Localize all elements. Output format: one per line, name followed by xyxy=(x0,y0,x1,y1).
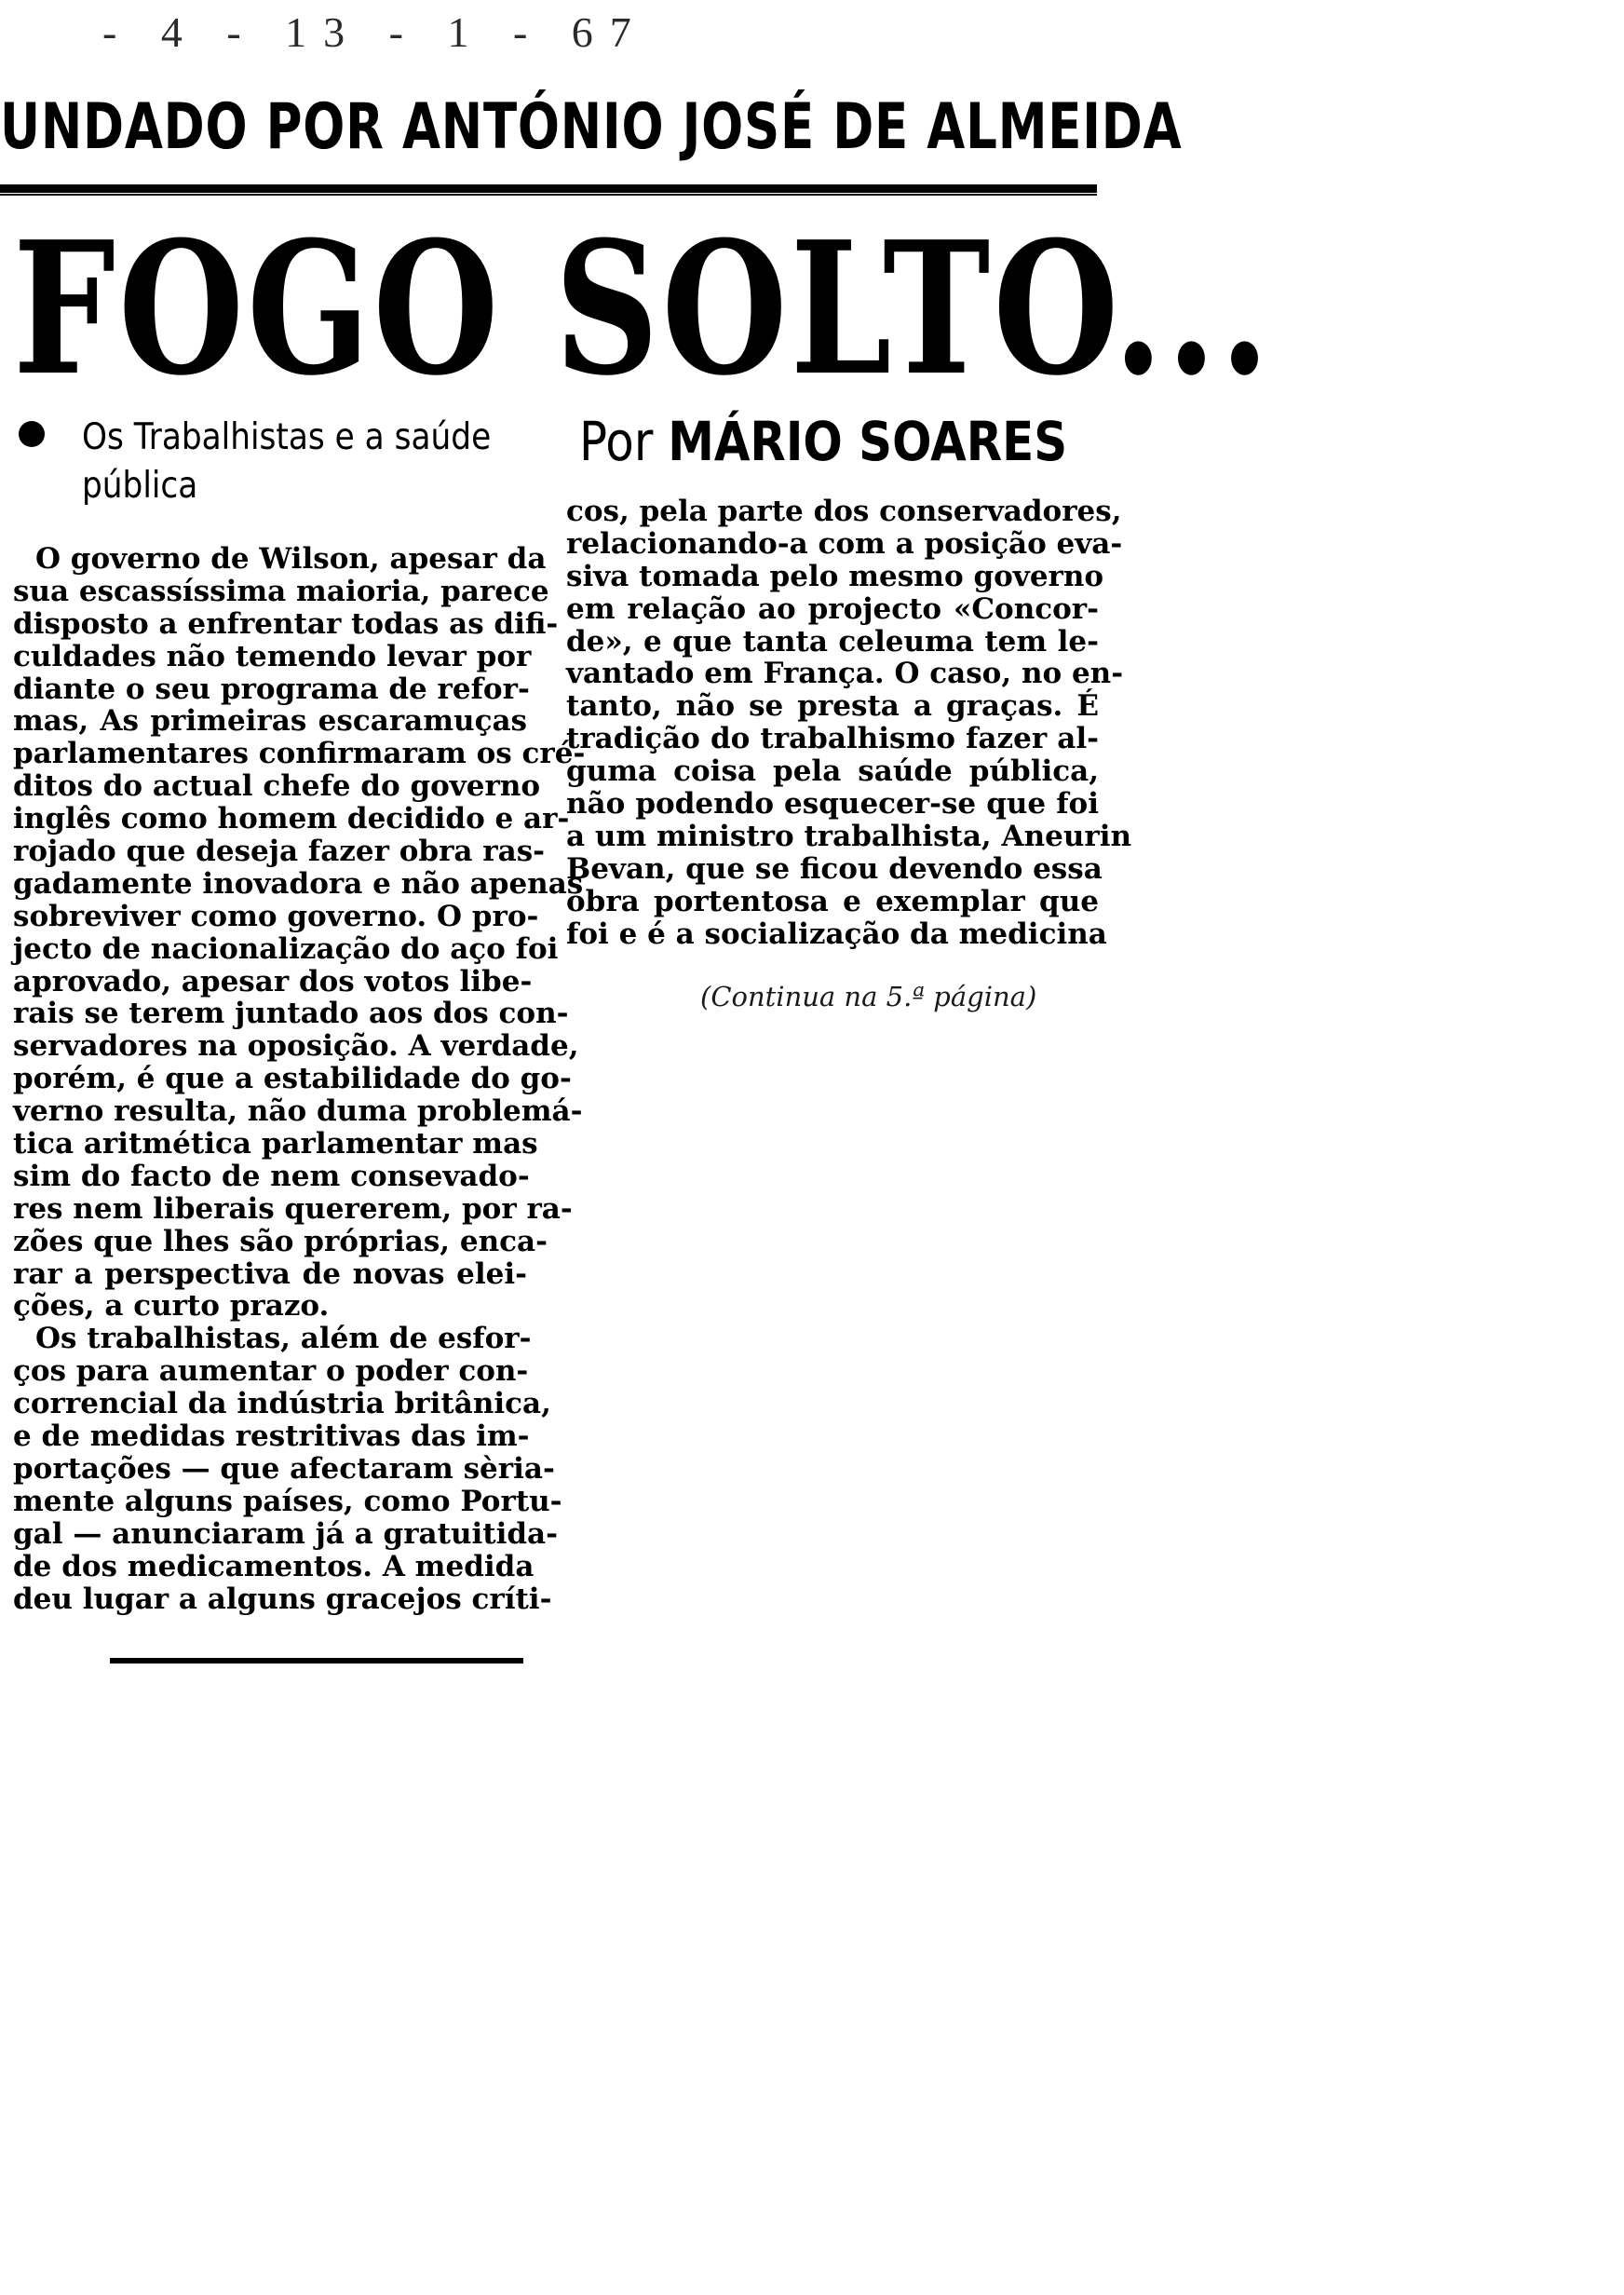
text-line: sua escassíssima maioria, parece xyxy=(13,574,549,608)
text-line: de», e que tanta celeuma tem le- xyxy=(566,624,1099,659)
text-line: siva tomada pelo mesmo governo xyxy=(566,559,1104,593)
handwritten-date: - 4 - 13 - 1 - 67 xyxy=(102,8,648,56)
text-line: vantado em França. O caso, no en- xyxy=(566,657,1124,691)
text-line: res nem liberais quererem, por ra- xyxy=(13,1191,573,1226)
bullet-icon xyxy=(19,421,45,447)
text-line: a um ministro trabalhista, Aneurin xyxy=(566,819,1132,853)
text-line: sim do facto de nem consevado- xyxy=(13,1159,530,1193)
text-line: inglês como homem decidido e ar- xyxy=(13,802,570,836)
text-line: Bevan, que se ficou devendo essa xyxy=(566,851,1103,886)
text-line: diante o seu programa de refor- xyxy=(13,672,530,706)
left-column xyxy=(13,542,586,1616)
text-line: jecto de nacionalização do aço foi xyxy=(13,931,559,966)
text-line: servadores na oposição. A verdade, xyxy=(13,1029,579,1064)
text-line: O governo de Wilson, apesar da xyxy=(35,542,547,576)
byline-prefix: Por xyxy=(579,410,654,473)
masthead: UNDADO POR ANTÓNIO JOSÉ DE ALMEIDA xyxy=(0,90,1183,164)
text-line: tica aritmética parlamentar mas xyxy=(13,1127,538,1161)
text-line: correncial da indústria britânica, xyxy=(13,1387,551,1421)
text-line: gal — anunciaram já a gratuitida- xyxy=(13,1516,559,1551)
text-line: Os trabalhistas, além de esfor- xyxy=(35,1322,532,1356)
text-line: em relação ao projecto «Concor- xyxy=(566,591,1099,626)
text-line: parlamentares confirmaram os cré- xyxy=(13,737,586,771)
text-line: foi e é a socialização da medicina xyxy=(566,917,1107,951)
text-line: mas, As primeiras escaramuças xyxy=(13,704,527,739)
text-line: rojado que deseja fazer obra ras- xyxy=(13,835,546,869)
text-line: relacionando-a com a posição eva- xyxy=(566,526,1123,561)
text-line: culdades não temendo levar por xyxy=(13,639,532,673)
text-line: tradição do trabalhismo fazer al- xyxy=(566,722,1099,756)
subhead-line: pública xyxy=(82,465,198,507)
bottom-rule xyxy=(110,1658,523,1664)
text-line: não podendo esquecer-se que foi xyxy=(566,787,1099,822)
text-line: verno resulta, não duma problemá- xyxy=(13,1094,583,1129)
text-line: obra portentosa e exemplar que xyxy=(566,884,1099,918)
text-line: tanto, não se presta a graças. É xyxy=(566,689,1099,724)
text-line: e de medidas restritivas das im- xyxy=(13,1419,530,1454)
text-line: rar a perspectiva de novas elei- xyxy=(13,1256,527,1291)
subhead xyxy=(82,414,574,510)
byline-author: MÁRIO SOARES xyxy=(668,410,1068,473)
text-line: guma coisa pela saúde pública, xyxy=(566,754,1099,789)
text-line: mente alguns países, como Portu- xyxy=(13,1484,562,1518)
subhead-line: Os Trabalhistas e a saúde xyxy=(82,416,492,458)
text-line: sobreviver como governo. O pro- xyxy=(13,899,539,933)
text-line: de dos medicamentos. A medida xyxy=(13,1549,535,1583)
masthead-rule-thin xyxy=(0,194,1097,196)
masthead-rule xyxy=(0,184,1097,193)
text-line: zões que lhes são próprias, enca- xyxy=(13,1224,548,1258)
text-line: portações — que afectaram sèria- xyxy=(13,1451,555,1486)
byline xyxy=(579,408,1068,475)
text-line: cos, pela parte dos conservadores, xyxy=(566,495,1122,528)
right-column xyxy=(566,495,1132,951)
text-line: porém, é que a estabilidade do go- xyxy=(13,1062,572,1096)
headline: FOGO SOLTO... xyxy=(13,202,1273,416)
text-line: ços para aumentar o poder con- xyxy=(13,1354,529,1389)
text-line: deu lugar a alguns gracejos críti- xyxy=(13,1582,552,1616)
text-line: gadamente inovadora e não apenas xyxy=(13,866,584,901)
text-line: ções, a curto prazo. xyxy=(13,1289,330,1324)
continuation-note: (Continua na 5.ª página) xyxy=(700,981,1037,1012)
text-line: aprovado, apesar dos votos libe- xyxy=(13,964,533,998)
text-line: ditos do actual chefe do governo xyxy=(13,769,541,804)
text-line: disposto a enfrentar todas as difi- xyxy=(13,606,559,641)
text-line: rais se terem juntado aos dos con- xyxy=(13,997,569,1031)
